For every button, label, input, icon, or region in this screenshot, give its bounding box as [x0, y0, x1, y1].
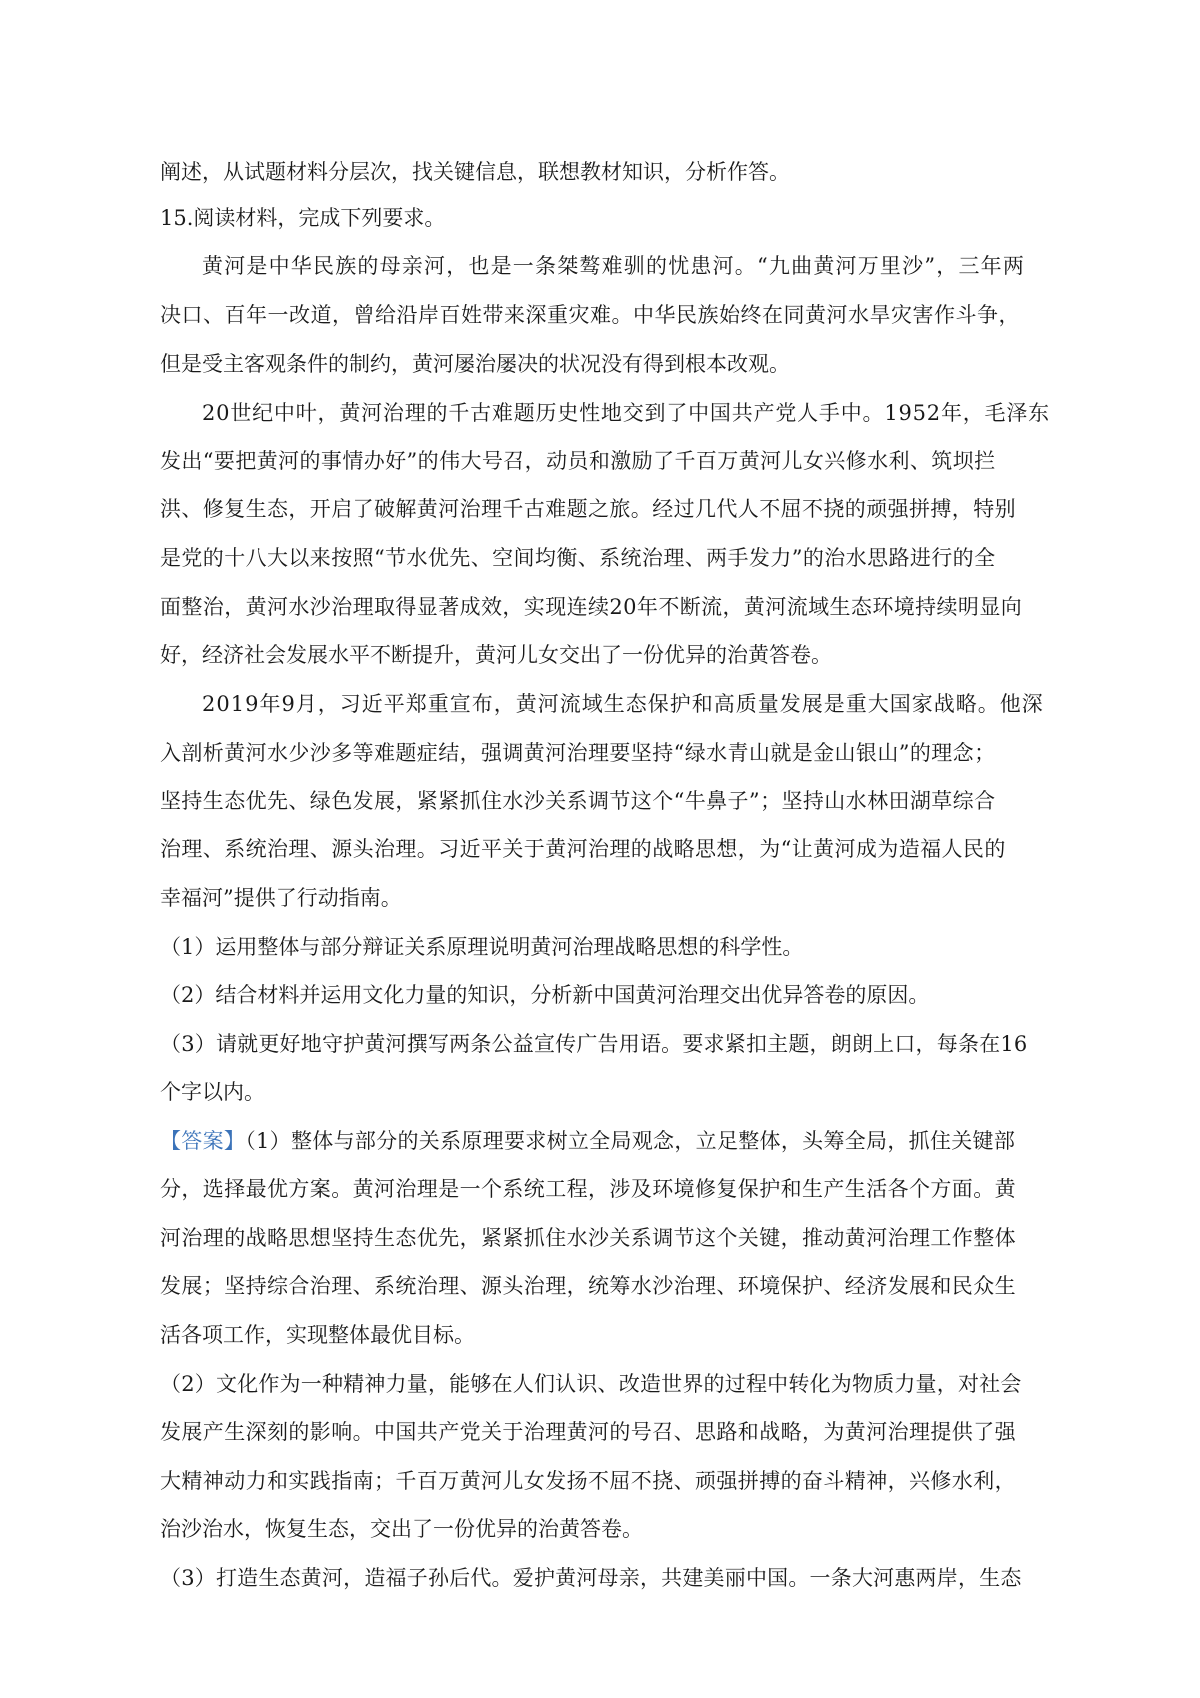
text-line [0, 1466, 1200, 1496]
answer-line [0, 1126, 1200, 1156]
line-text: （2）文化作为一种精神力量，能够在人们认识、改造世界的过程中转化为物质力量，对社会 [160, 1372, 1022, 1396]
text-line [0, 1563, 1200, 1593]
line-text: 治理、系统治理、源头治理。习近平关于黄河治理的战略思想，为“让黄河成为造福人民的 [160, 837, 1006, 861]
text-line [0, 349, 1200, 379]
line-text: 洪、修复生态，开启了破解黄河治理千古难题之旅。经过几代人不屈不挠的顽强拼搏，特别 [160, 497, 1016, 521]
text-line [0, 1174, 1200, 1204]
line-text: 幸福河”提供了行动指南。 [160, 886, 402, 910]
text-line [0, 543, 1200, 573]
line-text: 发展产生深刻的影响。中国共产党关于治理黄河的号召、思路和战略，为黄河治理提供了强 [160, 1420, 1016, 1444]
text-line [0, 640, 1200, 670]
text-line [0, 689, 1200, 719]
line-text: （3）请就更好地守护黄河撰写两条公益宣传广告用语。要求紧扣主题，朗朗上口，每条在16 [160, 1032, 1028, 1056]
sub-question [0, 980, 1200, 1010]
sub-question [0, 932, 1200, 962]
line-text: 坚持生态优先、绿色发展，紧紧抓住水沙关系调节这个“牛鼻子”；坚持山水林田湖草综合 [160, 789, 996, 813]
line-text: 是党的十八大以来按照“节水优先、空间均衡、系统治理、两手发力”的治水思路进行的全 [160, 546, 996, 570]
line-text: （3）打造生态黄河，造福子孙后代。爱护黄河母亲，共建美丽中国。一条大河惠两岸，生态 [160, 1566, 1022, 1590]
text-line [0, 300, 1200, 330]
text-line [0, 592, 1200, 622]
line-text: 分，选择最优方案。黄河治理是一个系统工程，涉及环境修复保护和生产生活各个方面。黄 [160, 1177, 1016, 1201]
text-line [0, 1369, 1200, 1399]
line-text: （2）结合材料并运用文化力量的知识，分析新中国黄河治理交出优异答卷的原因。 [160, 983, 930, 1007]
text-line [0, 1320, 1200, 1350]
text-line [0, 1271, 1200, 1301]
line-text: 面整治，黄河水沙治理取得显著成效，实现连续20年不断流，黄河流域生态环境持续明显向 [160, 595, 1023, 619]
line-text: 黄河是中华民族的母亲河，也是一条桀骜难驯的忧患河。“九曲黄河万里沙”，三年两 [202, 254, 1026, 278]
question-heading [0, 203, 1200, 233]
line-text: 活各项工作，实现整体最优目标。 [160, 1323, 475, 1347]
text-line [0, 157, 1200, 187]
line-text: 15.阅读材料，完成下列要求。 [160, 206, 446, 230]
text-line [0, 446, 1200, 476]
text-line [0, 1417, 1200, 1447]
line-text: 入剖析黄河水少沙多等难题症结，强调黄河治理要坚持“绿水青山就是金山银山”的理念； [160, 741, 996, 765]
text-line [0, 834, 1200, 864]
text-line [0, 494, 1200, 524]
sub-question [0, 1029, 1200, 1059]
text-line [0, 883, 1200, 913]
line-text: 河治理的战略思想坚持生态优先，紧紧抓住水沙关系调节这个关键，推动黄河治理工作整体 [160, 1226, 1016, 1250]
line-text: 决口、百年一改道，曾给沿岸百姓带来深重灾难。中华民族始终在同黄河水旱灾害作斗争， [160, 303, 1020, 327]
line-text: 大精神动力和实践指南；千百万黄河儿女发扬不屈不挠、顽强拼搏的奋斗精神，兴修水利， [160, 1469, 1016, 1493]
text-line [0, 786, 1200, 816]
line-text: 个字以内。 [160, 1080, 265, 1104]
text-line [0, 1223, 1200, 1253]
line-text: （1）整体与部分的关系原理要求树立全局观念，立足整体，头筹全局，抓住关键部 [245, 1129, 1016, 1153]
answer-tag: 【答案】 [160, 1129, 246, 1153]
line-text: 但是受主客观条件的制约，黄河屡治屡决的状况没有得到根本改观。 [160, 352, 790, 376]
line-text: 发展；坚持综合治理、系统治理、源头治理，统筹水沙治理、环境保护、经济发展和民众生 [160, 1274, 1016, 1298]
line-text: 阐述，从试题材料分层次，找关键信息，联想教材知识，分析作答。 [160, 160, 790, 184]
text-line [0, 738, 1200, 768]
text-line [0, 1077, 1200, 1107]
line-text: 2019年9月，习近平郑重宣布，黄河流域生态保护和高质量发展是重大国家战略。他深 [202, 692, 1044, 716]
text-line [0, 1514, 1200, 1544]
text-line [0, 251, 1200, 281]
text-line [0, 398, 1200, 428]
line-text: 发出“要把黄河的事情办好”的伟大号召，动员和激励了千百万黄河儿女兴修水利、筑坝拦 [160, 449, 996, 473]
line-text: 好，经济社会发展水平不断提升，黄河儿女交出了一份优异的治黄答卷。 [160, 643, 832, 667]
line-text: 治沙治水，恢复生态，交出了一份优异的治黄答卷。 [160, 1517, 643, 1541]
line-text: （1）运用整体与部分辩证关系原理说明黄河治理战略思想的科学性。 [160, 935, 804, 959]
line-text: 20世纪中叶，黄河治理的千古难题历史性地交到了中国共产党人手中。1952年，毛泽东 [202, 401, 1050, 425]
